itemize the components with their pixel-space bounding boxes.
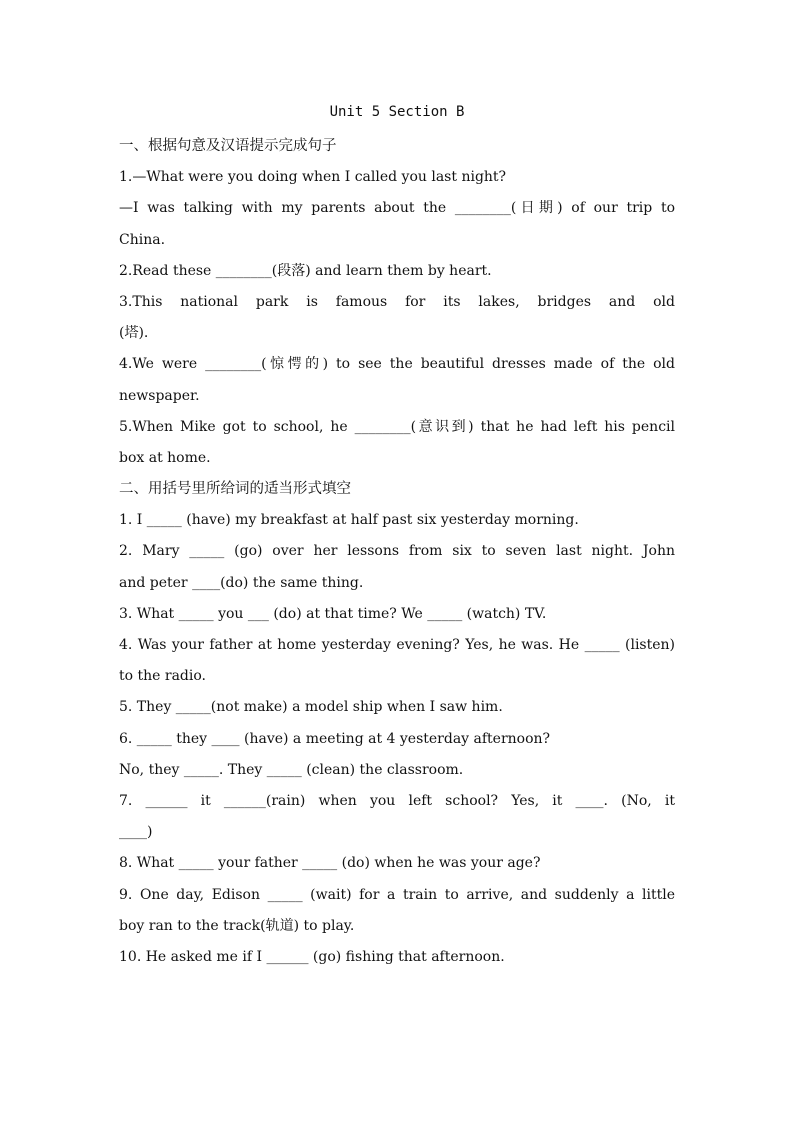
exercise-line: 1. I _____ (have) my breakfast at half past six yesterday morning. [119, 512, 579, 529]
exercise-line: 9. One day, Edison _____ (wait) for a train to arrive, and suddenly a little [119, 886, 675, 903]
exercise-line: 5. They _____(not make) a model ship when I saw him. [119, 699, 503, 716]
exercise-line: —I was talking with my parents about the ________(日期) of our trip to [119, 200, 675, 217]
exercise-line: 4.We were ________(惊愕的) to see the beautiful dresses made of the old [119, 356, 675, 373]
exercise-line: No, they _____. They _____ (clean) the classroom. [119, 761, 464, 778]
exercise-line: box at home. [119, 449, 211, 466]
exercise-line: 3. What _____ you ___ (do) at that time? We _____ (watch) TV. [119, 605, 547, 622]
exercise-line: to the radio. [119, 668, 206, 685]
exercise-line: 5.When Mike got to school, he ________(意识到) that he had left his pencil [119, 418, 675, 435]
exercise-line: 2.Read these ________(段落) and learn them by heart. [119, 262, 492, 279]
exercise-line: 8. What _____ your father _____ (do) when he was your age? [119, 855, 541, 872]
page-title: Unit 5 Section B [329, 104, 465, 120]
exercise-line: and peter ____(do) the same thing. [119, 574, 364, 591]
worksheet-page [119, 100, 675, 973]
exercise-line: newspaper. [119, 387, 200, 404]
exercise-line: 1.—What were you doing when I called you last night? [119, 169, 507, 186]
exercise-line: 3.This national park is famous for its lakes, bridges and old [119, 293, 675, 310]
exercise-line: ____) [119, 824, 153, 841]
exercise-line: 7. ______ it ______(rain) when you left school? Yes, it ____. (No, it [119, 792, 675, 809]
exercise-line: 10. He asked me if I ______ (go) fishing that afternoon. [119, 948, 505, 965]
section1-heading: 一、根据句意及汉语提示完成句子 [119, 138, 337, 154]
section2-heading: 二、用括号里所给词的适当形式填空 [119, 481, 351, 498]
exercise-line: boy ran to the track(轨道) to play. [119, 917, 355, 934]
exercise-line: 6. _____ they ____ (have) a meeting at 4 yesterday afternoon? [119, 730, 551, 747]
exercise-line: China. [119, 231, 166, 248]
exercise-line: 4. Was your father at home yesterday evening? Yes, he was. He _____ (listen) [119, 637, 675, 653]
exercise-line: 2. Mary _____ (go) over her lessons from six to seven last night. John [119, 543, 675, 560]
exercise-line: (塔). [119, 325, 149, 342]
